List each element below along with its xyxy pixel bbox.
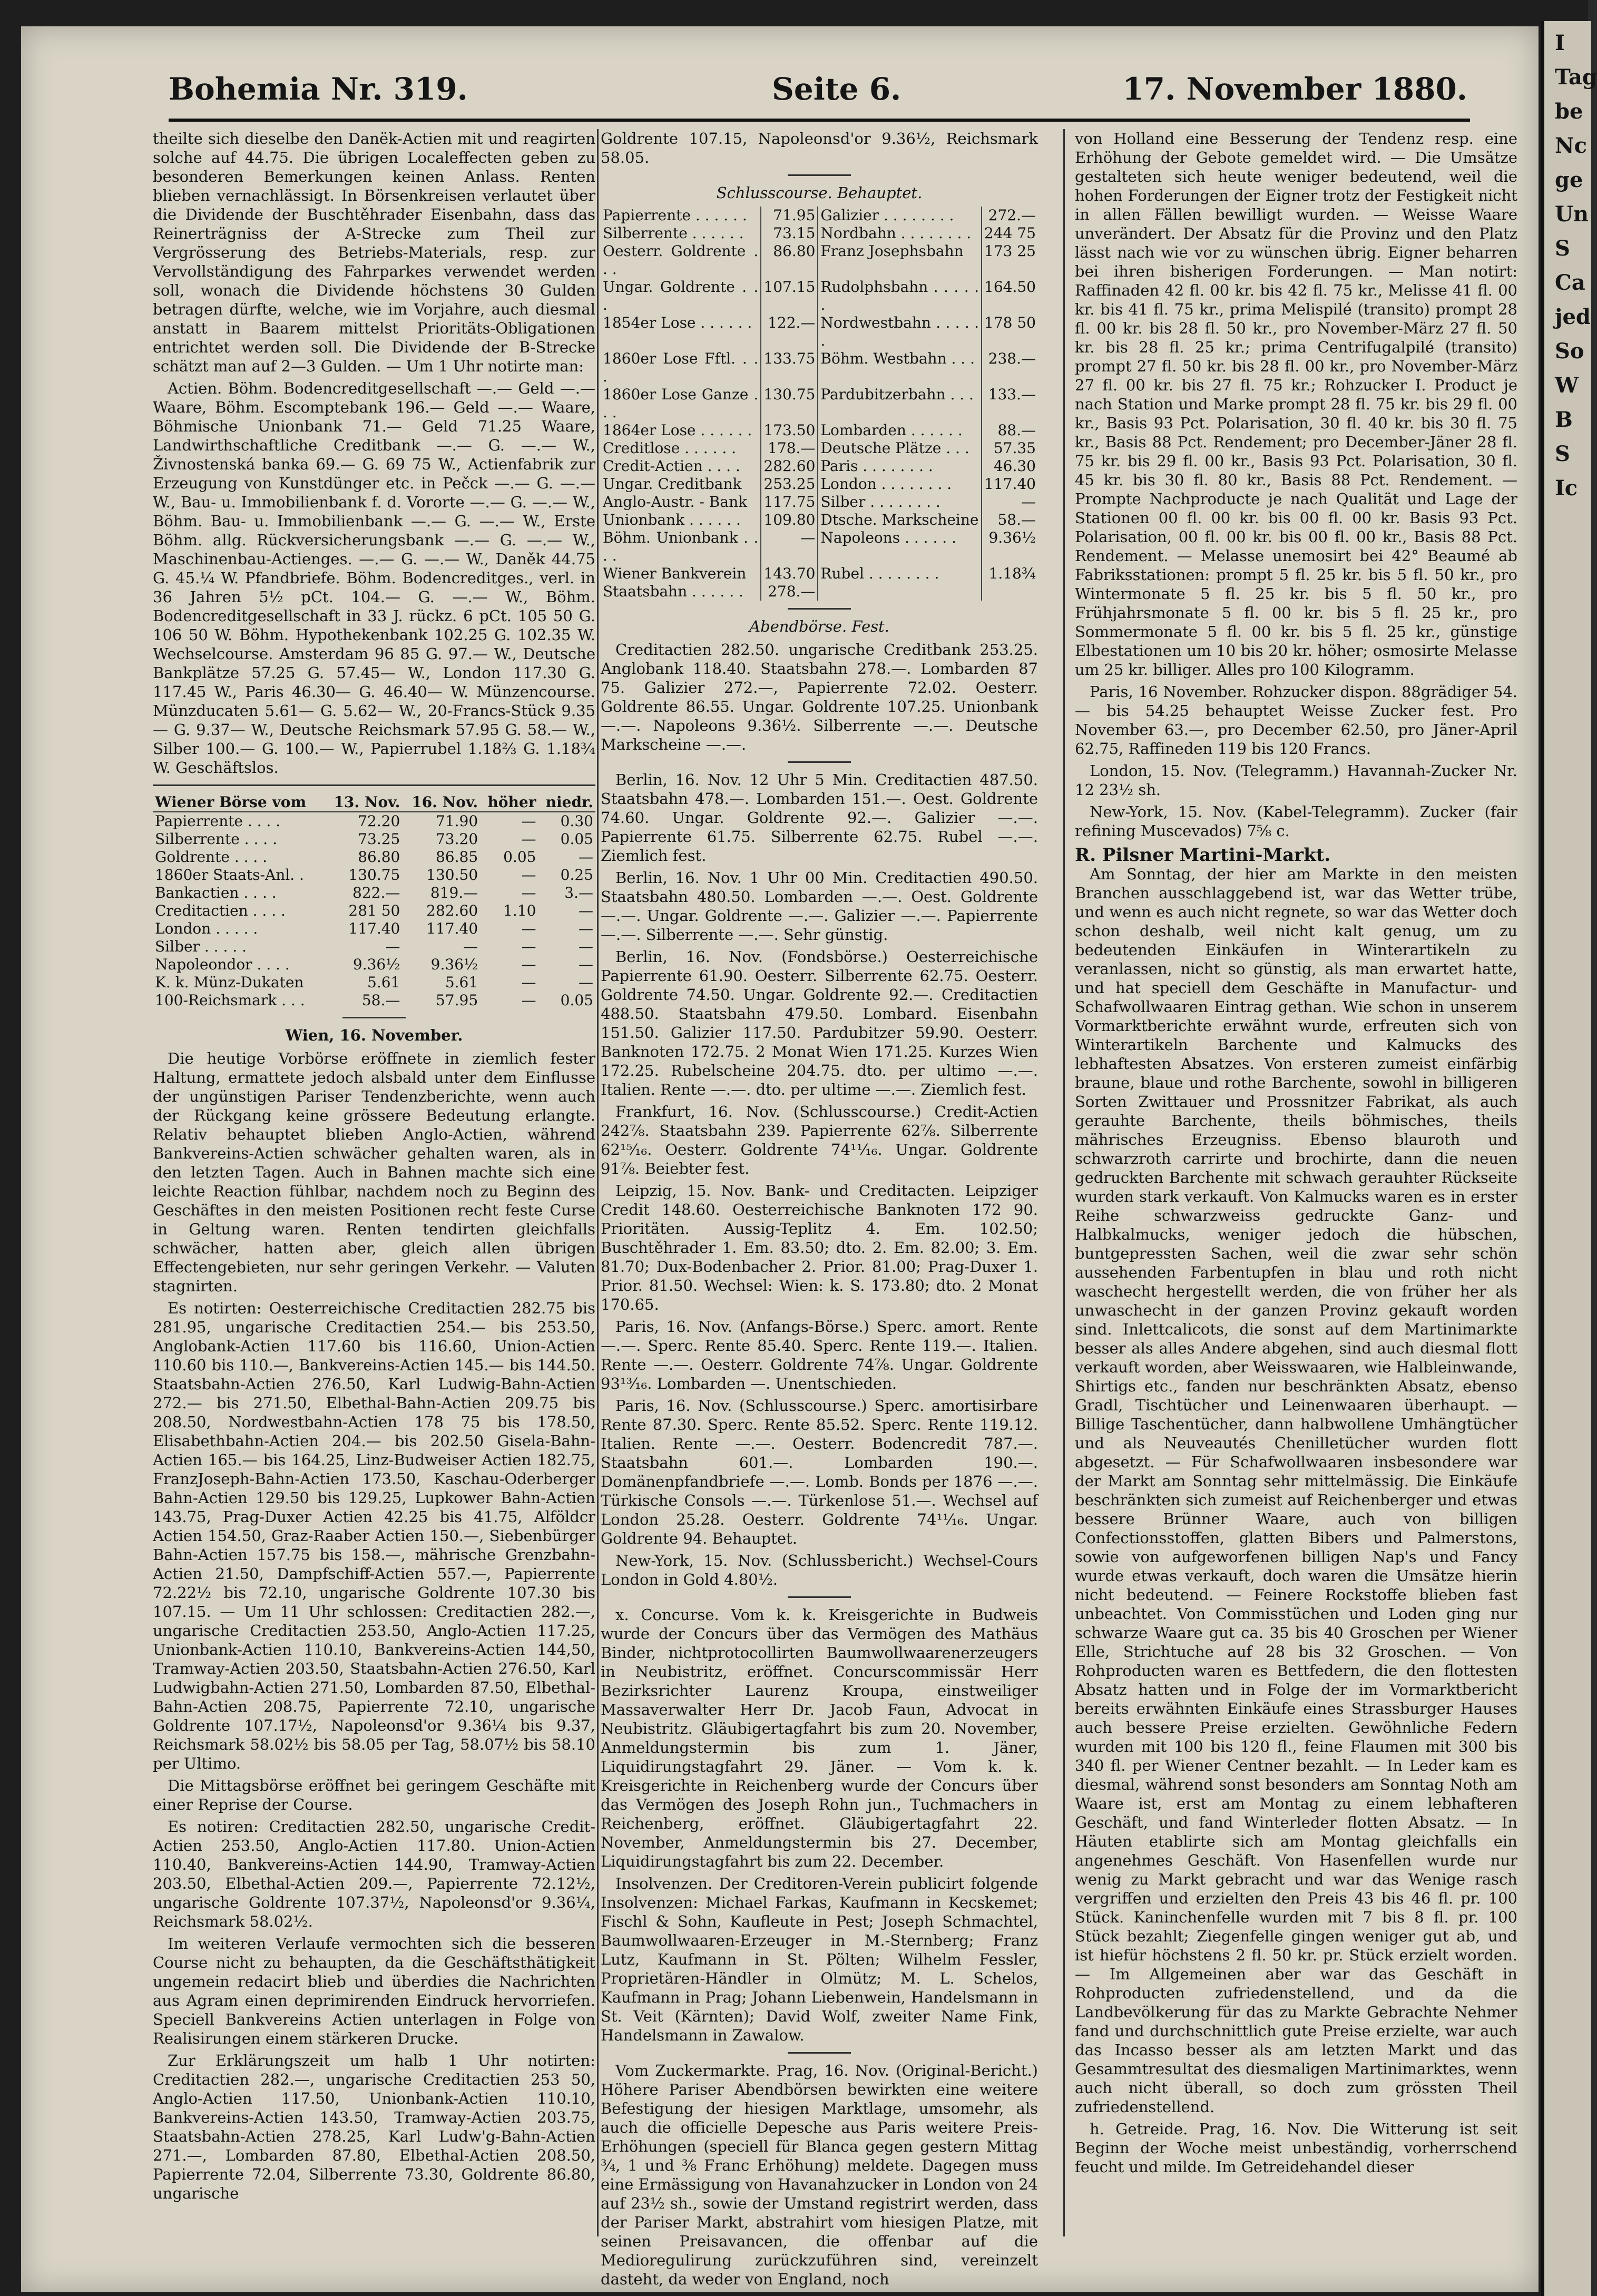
table-cell: K. k. Münz-Dukaten <box>155 974 304 991</box>
table-cell: — <box>579 920 593 937</box>
table-cell: 0.30 <box>560 812 593 830</box>
table-cell: 57.95 <box>435 992 478 1009</box>
table-cell: 272.— <box>988 207 1036 224</box>
insolvenzen-notice: Insolvenzen. Der Creditoren-Verein publicirt folgende Insolvenzen: Michael Farkas, Kaufmann in Kecskemet; Fischl & Sohn, Kaufleute in Pest; Joseph Schmachtel, Baumwollwaaren-Erzeuger in M.-Sternberg; Franz Lutz, Kaufmann in St. Pölten; Wilhelm Fessler, Proprietären-Händler in Olmütz; M. L. Schelos, Kaufmann in Prag; Johann Liebenwein, Handelsmann in St. Veit (Kärnten); David Wolf, zweiter Name Fink, Handelsmann in Zawalow. <box>601 1875 1038 2044</box>
table-cell: 1.18¾ <box>988 565 1036 582</box>
article-paragraph: Es notirten: Oesterreichische Creditactien 282.75 bis 281.95, ungarische Creditactien 254.— bis 253.50, Anglobank-Actien 117.60 bis 116.60, Union-Actien 110.60 bis 110.—, Bankvereins-Actien 145.— bis 144.50. Staatsbahn-Actien 276.50, Karl Ludwig-Bahn-Actien 272.— bis 271.50, Elbethal-Bahn-Actien 209.75 bis 208.50, Nordwestbahn-Actien 178 75 bis 178.50, Elisabethbahn-Actien 204.— bis 202.50 Gisela-Bahn-Actien 165.— bis 164.25, Linz-Budweiser Actien 182.75, FranzJoseph-Bahn-Actien 173.50, Kaschau-Oderberger Bahn-Actien 129.50 bis 129.25, Lupkower Bahn-Actien 143.75, Prag-Duxer Actien 42.25 bis 41.75, Alföldcr Actien 154.50, Graz-Raaber Actien 150.—, Siebenbürger Bahn-Actien 157.75 bis 158.—, mährische Grenzbahn-Actien 21.50, Dampfschiff-Actien 557.—, Papierrente 72.22½ bis 72.10, ungarische Goldrente 107.30 bis 107.15. — Um 11 Uhr schlossen: Creditactien 282.—, ungarische Creditactien 253.50, Anglo-Actien 117.25, Unionbank-Actien 110.10, Bankvereins-Actien 144,50, Tramway-Actien 203.50, Staatsbahn-Actien 276.50, Karl Ludwigbahn-Actien 271.50, Lombarden 87.50, Elbethal-Bahn-Actien 208.75, Papierrente 72.10, ungarische Goldrente 107.17½, Napoleonsd'or 9.36¼ bis 9.37, Reichsmark 58.02½ bis 58.05 per Tag, 58.07½ bis 58.10 per Ultimo. <box>153 1299 595 1772</box>
article-paragraph: Creditactien 282.50. ungarische Creditbank 253.25. Anglobank 118.40. Staatsbahn 278.—. Lombarden 87 75. Galizier 272.—, Papierrente 72.02. Oesterr. Goldrente 86.55. Ungar. Goldrente 107.25. Unionbank —.—. Napoleons 9.36½. Silberrente —.—. Deutsche Markscheine —.—. <box>601 641 1038 753</box>
table-header-cell: 16. Nov. <box>402 793 480 812</box>
market-report-paris-zucker: Paris, 16 November. Rohzucker dispon. 88grädiger 54.— bis 54.25 behauptet Weisse Zucker fest. Pro November 63.—, pro December 62.50, pro Jäner-April 62.75, Raffineden 119 bis 120 Francs. <box>1075 683 1517 758</box>
table-row <box>601 386 1038 421</box>
market-report-newyork: New-York, 15. Nov. (Schlussbericht.) Wechsel-Cours London in Gold 4.80½. <box>601 1552 1038 1588</box>
table-cell: 58.— <box>361 992 400 1009</box>
table-row <box>153 938 595 956</box>
table-cell: Silber . . . . . . . . <box>818 493 982 511</box>
table-cell: Wiener Bankverein <box>601 565 761 583</box>
table-cell: — <box>579 956 593 973</box>
market-report-berlin: Berlin, 16. Nov. 12 Uhr 5 Min. Creditactien 487.50. Staatsbahn 478.—. Lombarden 151.—. Oest. Goldrente 74.60. Ungar. Goldrente 92.—. Galizier —.—. Papierrente 61.75. Silberrente 62.75. Rubel —.—. Ziemlich fest. <box>601 771 1038 865</box>
table-cell: Ungar. Goldrente . . . <box>601 278 761 314</box>
table-cell: Oesterr. Goldrente . . . <box>601 242 761 278</box>
table-cell: 1860er Staats-Anl. . <box>155 866 304 884</box>
table-row <box>153 902 595 920</box>
wiener-boerse-table <box>153 793 595 1009</box>
table-cell: 173 25 <box>984 242 1036 260</box>
issue-date: 17. November 1880. <box>1122 71 1467 107</box>
table-cell: — <box>521 992 536 1009</box>
table-cell: 130.50 <box>426 866 478 884</box>
market-report-leipzig: Leipzig, 15. Nov. Bank- und Creditacten. Leipziger Credit 148.60. Oesterreichische Banknoten 172 90. Prioritäten. Aussig-Teplitz 4. Em. 102.50; Buschtěhrader 1. Em. 83.50; dto. 2. Em. 82.00; 3. Em. 81.70; Dux-Bodenbacher 2. Prior. 81.00; Prag-Duxer 1. Prior. 81.50. Wechsel: Wien: k. S. 173.80; dto. 2 Monat 170.65. <box>601 1182 1038 1313</box>
table-row <box>153 974 595 992</box>
section-rule <box>788 761 851 763</box>
edge-fragment-text: So <box>1555 339 1584 364</box>
table-row <box>601 529 1038 565</box>
table-cell: 46.30 <box>993 457 1036 475</box>
table-cell: — <box>521 830 536 848</box>
edge-fragment-text: Nc <box>1555 133 1587 158</box>
table-row <box>601 565 1038 583</box>
table-cell: 253.25 <box>761 475 818 493</box>
table-cell: — <box>521 974 536 991</box>
table-cell: — <box>521 956 536 973</box>
table-cell: — <box>521 938 536 955</box>
table-cell: Lombarden . . . . . . <box>818 421 982 439</box>
article-paragraph: Die Mittagsbörse eröffnet bei geringem Geschäfte mit einer Reprise der Course. <box>153 1777 595 1813</box>
table-row <box>153 956 595 974</box>
table-row <box>601 475 1038 493</box>
market-report-berlin: Berlin, 16. Nov. 1 Uhr 00 Min. Creditactien 490.50. Staatsbahn 480.50. Lombarden —.—. Oest. Goldrente —.—. Ungar. Goldrente —.—. Galizier —.—. Papierrente —.—. Silberrente —.—. Sehr günstig. <box>601 869 1038 944</box>
table-cell: 143.70 <box>761 565 818 583</box>
table-cell: 133.75 <box>761 350 818 386</box>
section-rule <box>153 784 595 786</box>
article-paragraph: Zur Erklärungszeit um halb 1 Uhr notirten: Creditactien 282.—, ungarische Creditactien 253 50, Anglo-Actien 117.50, Unionbank-Actien 110.10, Bankvereins-Actien 143.50, Tramway-Actien 203.75, Staatsbahn-Actien 278.25, Karl Ludw'g-Bahn-Actien 271.—, Lombarden 87.80, Elbethal-Actien 208.50, Papierrente 72.04, Silberrente 73.30, Goldrente 86.80, ungarische <box>153 2052 595 2202</box>
table-cell: Ungar. Creditbank <box>601 475 761 493</box>
table-cell: Papierrente . . . . <box>155 812 281 830</box>
table-cell: 73.15 <box>761 224 818 242</box>
table-cell: 133.— <box>988 386 1036 403</box>
table-row <box>601 457 1038 475</box>
table-cell: Silberrente . . . . <box>155 830 277 848</box>
market-report-paris: Paris, 16. Nov. (Anfangs-Börse.) Sperc. amort. Rente —.—. Sperc. Rente 85.40. Sperc. Rente 119.—. Italien. Rente —.—. Oesterr. Goldrente 74⅞. Ungar. Goldrente 93¹³⁄₁₆. Lombarden —. Unentschieden. <box>601 1318 1038 1392</box>
article-paragraph: Im weiteren Verlaufe vermochten sich die besseren Course nicht zu behaupten, da die Geschäftsthätigkeit ungemein redacirt blieb und überdies die Nachrichten aus Agram einen deprimirenden Eindruck hervorriefen. Speciell Bankvereins Actien unterlagen in Folge von Realisirungen einem stärkeren Drucke. <box>153 1935 595 2047</box>
table-header-cell: höher <box>480 793 538 812</box>
table-cell: Anglo-Austr. - Bank <box>601 493 761 511</box>
table-cell: 1854er Lose . . . . . . <box>601 314 761 350</box>
table-cell: 130.75 <box>348 866 400 884</box>
table-row <box>601 350 1038 386</box>
market-report-paris: Paris, 16. Nov. (Schlusscourse.) Sperc. amortisirbare Rente 87.30. Sperc. Rente 85.52. Sperc. Rente 119.12. Italien. Rente —.—. Oesterr. Bodencredit 787.—. Staatsbahn 601.—. Lombarden 190.—. Domänenpfandbriefe —.—. Lomb. Bonds per 1876 —.—. Türkische Consols —.—. Türkenlose 51.—. Wechsel auf London 25.28. Oesterr. Goldrente 74¹¹⁄₁₆. Ungar. Goldrente 94. Behauptet. <box>601 1397 1038 1547</box>
table-row <box>601 439 1038 457</box>
table-cell: Deutsche Plätze . . . <box>818 439 982 457</box>
table-cell: 0.05 <box>560 992 593 1009</box>
table-cell: Silberrente . . . . . . <box>601 224 761 242</box>
column-1 <box>153 129 595 2247</box>
section-rule <box>342 1017 406 1018</box>
table-row <box>153 884 595 902</box>
abendboerse-heading: Abendbörse. Fest. <box>749 617 889 635</box>
table-cell: 9.36½ <box>988 529 1036 546</box>
table-cell: 819.— <box>430 884 478 901</box>
table-cell: — <box>385 938 400 955</box>
edge-fragment-text: Un <box>1555 202 1589 227</box>
table-cell: 244 75 <box>984 224 1036 242</box>
table-cell: 73.25 <box>358 830 400 848</box>
table-cell: 107.15 <box>761 278 818 314</box>
table-cell: 86.85 <box>435 848 478 866</box>
table-row <box>153 830 595 848</box>
table-cell: 3.— <box>564 884 593 901</box>
table-row <box>601 421 1038 439</box>
table-header-cell: 13. Nov. <box>325 793 403 812</box>
table-cell: — <box>463 938 478 955</box>
table-header-cell: Wiener Börse vom <box>153 793 325 812</box>
section-rule <box>788 174 851 176</box>
table-cell: 0.05 <box>560 830 593 848</box>
table-cell: 57.35 <box>993 439 1036 457</box>
article-paragraph: Goldrente 107.15, Napoleonsd'or 9.36½, Reichsmark 58.05. <box>601 130 1038 166</box>
column-2 <box>601 129 1038 2288</box>
table-cell: 122.— <box>761 314 818 350</box>
table-cell: — <box>761 529 818 565</box>
table-cell: Pardubitzerbahn . . . <box>818 386 982 421</box>
table-cell: Napoleons . . . . . . <box>818 529 982 565</box>
table-cell: — <box>521 920 536 937</box>
edge-fragment-text: W <box>1555 373 1579 398</box>
table-cell: 86.80 <box>761 242 818 278</box>
table-cell: 0.05 <box>503 848 536 866</box>
section-rule <box>788 608 851 610</box>
page-header <box>169 71 1467 108</box>
article-paragraph: Actien. Böhm. Bodencreditgesellschaft —.— Geld —.— Waare, Böhm. Escomptebank 196.— Geld —.— Waare, Böhmische Unionbank 71.— Geld 71.25 Waare, Landwirthschaftliche Creditbank —.— G. —.— W., Živnostenská banka 69.— G. 69 75 W., Actienfabrik zur Erzeugung von Kunstdünger etc. in Pečck —.— G. —.— W., Bau- u. Immobilienbank f. d. Vororte —.— G. —.— W., Böhm. Bau- u. Immobilienbank —.— G. —.— W., Erste Böhm. allg. Rückversicherungsbank —.— G. —.— W., Maschinenbau-Actienges. —.— G. —.— W., Daněk 44.75 G. 45.¼ W. Pfandbriefe. Böhm. Bodencreditges., verl. in 36 Jahren 5½ pCt. 104.— G. —.— W., Böhm. Bodencreditgesellschaft in 33 J. rückz. 6 pCt. 105 50 G. 106 50 W. Böhm. Hypothekenbank 102.25 G. 102.35 W. Wechselcourse. Amsterdam 96 85 G. 97.— W., Deutsche Bankplätze 57.25 G. 57.45— W., London 117.30 G. 117.45 W., Paris 46.30— G. 46.40— W. Münzencourse. Münzducaten 5.61— G. 5.62— W., 20-Francs-Stück 9.35— G. 9.37— W., Deutsche Reichsmark 57.95 G. 58.— W., Silber 100.— G. 100.— W., Papierrubel 1.18⅔ G. 1.18¾ W. Geschäftslos. <box>153 379 595 777</box>
table-cell: Creditlose . . . . . . <box>601 439 761 457</box>
article-paragraph: Es notiren: Creditactien 282.50, ungarische Credit-Actien 253.50, Anglo-Actien 117.80. Union-Actien 110.40, Bankvereins-Actien 144.90, Tramway-Actien 203.50, Elbethal-Actien 209.—, Papierrente 72.12½, ungarische Goldrente 107.37½, Napoleonsd'or 9.36¼, Reichsmark 58.02½. <box>153 1818 595 1930</box>
market-report-berlin: Berlin, 16. Nov. (Fondsbörse.) Oesterreichische Papierrente 61.90. Oesterr. Silberrente 62.75. Oesterr. Goldrente 74.50. Ungar. Goldrente 92.—. Creditactien 488.50. Staatsbahn 479.50. Lombard. Eisenbahn 151.50. Galizier 117.50. Pardubitzer 59.90. Oesterr. Banknoten 172.75. 2 Monat Wien 171.25. Kurzes Wien 172.25. Rubelscheine 204.75. dto. per ultimo —.—. Italien. Rente —.—. dto. per ultime —.—. Ziemlich fest. <box>601 948 1038 1098</box>
article-paragraph: Die heutige Vorbörse eröffnete in ziemlich fester Haltung, ermattete jedoch alsbald unter dem Einflusse der ungünstigen Pariser Tendenzberichte, wenn auch der Rückgang keine grössere Bedeutung erlangte. Relativ behauptet blieben Anglo-Actien, während Bankvereins-Actien schwächer gehalten waren, als in den letzten Tagen. Auch in Bahnen machte sich eine leichte Reaction fühlbar, nachdem noch zu Beginn des Geschäftes in den meisten Positionen recht feste Curse in Geltung waren. Renten tendirten gleichfalls schwächer, hatten aber, gleich allen übrigen Effectengebieten, nur sehr geringen Verkehr. — Valuten stagnirten. <box>153 1049 595 1295</box>
edge-fragment-text: be <box>1555 99 1583 124</box>
table-cell: — <box>579 848 593 866</box>
table-cell: 238.— <box>988 350 1036 367</box>
market-report-newyork-zucker: New-York, 15. Nov. (Kabel-Telegramm). Zucker (fair refining Muscevados) 7⅝ c. <box>1075 803 1517 840</box>
table-cell: Napoleondor . . . . <box>155 956 290 973</box>
table-cell: — <box>1021 493 1036 511</box>
table-cell: 117.40 <box>426 920 478 937</box>
edge-fragment-text: ge <box>1555 168 1583 192</box>
edge-fragment-text: jed <box>1555 305 1591 329</box>
table-cell: 1860er Lose Ganze . . . <box>601 386 761 421</box>
table-row <box>601 278 1038 314</box>
table-row <box>601 493 1038 511</box>
table-cell: 1864er Lose . . . . . . <box>601 421 761 439</box>
table-row <box>601 583 1038 601</box>
table-cell: — <box>521 884 536 901</box>
table-cell: Paris . . . . . . . . <box>818 457 982 475</box>
table-cell: 282.60 <box>426 902 478 919</box>
table-header-cell: niedr. <box>538 793 595 812</box>
getreide-report: h. Getreide. Prag, 16. Nov. Die Witterung ist seit Beginn der Woche meist unbeständig, vorherrschend feucht und milde. Im Getreidehandel dieser <box>1075 2120 1517 2176</box>
article-paragraph: Am Sonntag, der hier am Markte in den meisten Branchen ausschlaggebend ist, war das Wetter trübe, und wenn es auch nicht regnete, so war das Wetter doch schon deshalb, weil nicht kalt genug, um zu bedeutenden Einkäufen in Winterartikeln zu veranlassen, nicht so günstig, als man erwartet hatte, und hat speciell dem Geschäfte in Manufactur- und Schafwollwaaren Eintrag gethan. Wie schon in unserem Vormarktberichte erwähnt wurde, erfreuten sich von Winterartikeln Barchente und Kalmucks des lebhaftesten Absatzes. Von ersteren zumeist einfärbig braune, blaue und rothe Barchente, sowohl in billigeren Sorten Zwittauer und Prossnitzer Fabrikat, als auch gerauhte Barchente, theils böhmisches, theils mährisches Erzeugniss. Ebenso blauroth und schwarzroth carrirte und brochirte, dann die neuen gedruckten Barchente mit schwach gerauhter Rückseite wurden stark verkauft. Von Kalmucks waren es in erster Reihe schwarzweiss gedruckte Ganz- und Halbkalmucks, weniger jedoch die hübschen, buntgepressten Sachen, weil die zwar sehr schön aussehenden Farbentupfen in blau und roth nicht waschecht hergestellt werden, die von früher her als unwaschecht in der ganzen Provinz gekauft worden sind. Inlettcalicots, die sonst auf dem Martinimarkte besser als alles Andere abgehen, sind auch diesmal flott verkauft worden, aber Weisswaaren, wie Halbleinwande, Shirtigs etc., fanden nur beschränkten Absatz, ebenso Gradl, Tischtücher und Leinenwaaren überhaupt. — Billige Taschentücher, dann halbwollene Umhängtücher und als Neuveautés Chenilletücher wurden flott abgesetzt. — Für Schafwollwaaren insbesondere war der Markt am Sonntag sehr mittelmässig. Die Einkäufe beschränkten sich zumeist auf Reichenberger und etwas bessere Brünner Waare, auch von billigen Confectionsstoffen, glatten Bibers und Palmerstons, sowie von aufgeworfenen billigen Nap's und Fancy wurde etwas verkauft, doch waren die Umsätze hierin nicht bedeutend. — Feinere Rockstoffe blieben fast unbeachtet. Von Commisstüchen und Loden ging nur schwarze Waare gut ca. 35 bis 40 Groschen per Wiener Elle, Strichtuche auf 28 bis 32 Groschen. — Von Rohproducten waren es Bettfedern, die den flottesten Absatz hatten und in Folge der im Vormarktbericht bereits erwähnten Einkäufe eines Strassburger Hauses auch bessere Preise erzielten. Gewöhnliche Federn wurden mit 100 bis 120 fl., feine Flaumen mit 300 bis 340 fl. per Wiener Centner bezahlt. — In Leder kam es diesmal, während sonst besonders am Sonntag Noth am Waare ist, erst am Montag zu einem lebhafteren Geschäft, und fand Winterleder flotten Absatz. — In Häuten etablirte sich am Montag gleichfalls ein angenehmes Geschäft. Von Hasenfellen wurde nur wenig zu Markt gebracht und war das Wenige rasch vergriffen und erzielten den Preis 43 bis 46 fl. pr. 100 Stück. Kaninchenfelle wurden mit 7 bis 8 fl. pr. 100 Stück bezahlt; Ziegenfelle gingen weniger gut ab, und ist hiefür höchstens 2 fl. 50 kr. pr. Stück erzielt worden. — Im Allgemeinen aber war das Geschäft in Rohproducten zufriedenstellend, und da die Landbevölkerung für das zu Markte Gebrachte Nehmer fand und durchschnittlich gute Preise erzielte, war auch das Incasso besser als am letzten Markt und das Gesammtresultat des diesmaligen Martinimarktes, wenn auch nicht überall, so doch zum grössten Theil zufriedenstellend. <box>1075 865 1517 2116</box>
table-cell: Dtsche. Markscheine <box>818 511 982 529</box>
table-cell: 72.20 <box>358 812 400 830</box>
table-cell: 282.60 <box>761 457 818 475</box>
table-cell: — <box>521 866 536 884</box>
table-cell: 822.— <box>352 884 400 901</box>
edge-fragment-text: Tag <box>1555 65 1597 90</box>
table-cell: 9.36½ <box>430 956 478 973</box>
edge-fragment-text: S <box>1555 441 1570 466</box>
table-row <box>153 992 595 1009</box>
table-cell: Credit-Actien . . . . <box>601 457 761 475</box>
table-cell: 109.80 <box>761 511 818 529</box>
table-row <box>153 866 595 884</box>
column-divider <box>1063 129 1065 2236</box>
table-cell: — <box>579 974 593 991</box>
column-3 <box>1075 129 1517 2247</box>
market-report-frankfurt: Frankfurt, 16. Nov. (Schlusscourse.) Credit-Actien 242⅞. Staatsbahn 239. Papierrente 62⅞. Silberrente 62¹⁵⁄₁₆. Oesterr. Goldrente 74¹¹⁄₁₆. Ungar. Goldrente 91⅞. Beiebter fest. <box>601 1103 1038 1178</box>
table-cell: Böhm. Unionbank . . . . <box>601 529 761 565</box>
wien-heading: Wien, 16. November. <box>285 1026 463 1044</box>
zuckermarkt-report: Vom Zuckermarkte. Prag, 16. Nov. (Original-Bericht.) Höhere Pariser Abendbörsen bewirkten eine weitere Befestigung der hiesigen Marktlage, umsomehr, als auch die officielle Depesche aus Paris weitere Preis-Erhöhungen (speciell für Blanca gegen gestern Mittag ¾, 1 und ⅜ Franc Erhöhung) meldete. Dagegen muss eine Ermässigung von Havanahzucker in London von 24 auf 23½ sh., sowie der Umstand registrirt werden, dass der Pariser Markt, abstrahirt vom hiesigen Platze, mit seinen Preisavancen, die offenbar auf die Medioregulirung zurückzuführen sind, vereinzelt dasteht, da weder von England, noch <box>601 2062 1038 2288</box>
column-divider <box>597 129 599 2236</box>
table-cell: 278.— <box>761 583 818 601</box>
table-cell: 9.36½ <box>352 956 400 973</box>
table-cell: Franz Josephsbahn <box>818 242 982 278</box>
table-cell: London . . . . . <box>155 920 258 937</box>
table-cell: Böhm. Westbahn . . . <box>818 350 982 386</box>
table-row <box>601 207 1038 224</box>
edge-fragment-text: I <box>1555 31 1565 55</box>
table-cell: 117.40 <box>348 920 400 937</box>
schlusscourse-heading: Schlusscourse. Behauptet. <box>716 184 923 202</box>
table-cell: 0.25 <box>560 866 593 884</box>
table-cell <box>818 583 982 601</box>
table-row <box>153 920 595 938</box>
table-cell: 88.— <box>997 421 1036 439</box>
table-row <box>601 224 1038 242</box>
masthead-issue: Bohemia Nr. 319. <box>169 71 468 107</box>
table-cell: 173.50 <box>761 421 818 439</box>
table-cell: 117.75 <box>761 493 818 511</box>
table-cell: 100-Reichsmark . . . <box>155 992 305 1009</box>
table-cell: Goldrente . . . . <box>155 848 268 866</box>
table-row <box>601 511 1038 529</box>
table-cell: 71.95 <box>761 207 818 224</box>
table-cell: 178 50 <box>984 314 1036 331</box>
table-cell: 281 50 <box>348 902 400 919</box>
table-row <box>601 242 1038 278</box>
section-rule <box>788 2052 851 2054</box>
table-cell: Staatsbahn . . . . . . <box>601 583 761 601</box>
table-cell: 164.50 <box>984 278 1036 296</box>
schlusscourse-table <box>601 207 1038 601</box>
table-cell: Unionbank . . . . . . <box>601 511 761 529</box>
table-cell: Silber . . . . . <box>155 938 247 955</box>
table-cell: Nordbahn . . . . . . . . <box>818 224 982 242</box>
table-cell: — <box>579 902 593 919</box>
section-rule <box>788 1596 851 1598</box>
table-cell: 5.61 <box>367 974 400 991</box>
table-cell: 58.— <box>997 511 1036 528</box>
table-cell: Creditactien . . . . <box>155 902 286 919</box>
pilsner-markt-heading: R. Pilsner Martini-Markt. <box>1075 845 1331 866</box>
table-cell: 73.20 <box>435 830 478 848</box>
edge-fragment-text: Ca <box>1555 270 1585 295</box>
article-paragraph: theilte sich dieselbe den Danëk-Actien mit und reagirten solche auf 44.75. Die übrigen Localeffecten geben zu besonderen Bemerkungen keinen Anlass. Renten blieben vernachlässigt. In Börsenkreisen verlautet über die Dividende der Buschtěhrader Eisenbahn, dass das Reinerträgniss der A-Strecke zum Theil zur Vergrösserung des Betriebs-Materials, resp. zur Vervollständigung des Fahrparkes verwendet werden soll, wonach die Dividende höchstens 30 Gulden betragen dürfte, welche, wie im Vorjahre, auch diesmal anstatt in Baarem mittelst Prioritäts-Obligationen entrichtet werden soll. Die Dividende der B-Strecke schätzt man auf 2—3 Gulden. — Um 1 Uhr notirte man: <box>153 130 595 375</box>
table-cell: Bankactien . . . . <box>155 884 277 901</box>
table-cell: — <box>579 938 593 955</box>
table-cell: 86.80 <box>358 848 400 866</box>
table-cell: Nordwestbahn . . . . . . <box>818 314 982 350</box>
table-cell: 5.61 <box>445 974 478 991</box>
table-cell: 117.40 <box>984 475 1036 493</box>
adjacent-page-edge <box>1541 21 1597 2296</box>
table-row <box>601 314 1038 350</box>
edge-fragment-text: Ic <box>1555 476 1578 501</box>
table-row <box>153 812 595 830</box>
table-cell <box>982 583 1038 601</box>
table-cell: Galizier . . . . . . . . <box>818 207 982 224</box>
table-cell: 130.75 <box>761 386 818 421</box>
edge-fragment-text: B <box>1555 407 1573 432</box>
table-cell: London . . . . . . . . <box>818 475 982 493</box>
table-cell: — <box>521 812 536 830</box>
page-number: Seite 6. <box>772 71 902 107</box>
header-rule <box>169 119 1470 122</box>
table-cell: 1860er Lose Fftl. . . . <box>601 350 761 386</box>
table-row <box>153 848 595 866</box>
table-cell: 178.— <box>761 439 818 457</box>
article-paragraph: von Holland eine Besserung der Tendenz resp. eine Erhöhung der Gebote gemeldet wird. — Die Umsätze gestalteten sich heute weniger bedeutend, weil die hohen Forderungen der Eigner trotz der Festigkeit nicht in allen Fällen bewilligt wurden. — Weisse Waare unverändert. Der Absatz für die Provinz und den Platz lässt nach wie vor zu wünschen übrig. Eigner beharren bei ihren bisherigen Forderungen. — Man notirt: Raffinaden 42 fl. 00 kr. bis 42 fl. 75 kr., Melisse 41 fl. 00 kr. bis 41 fl. 75 kr., prima Melispilé (transito) prompt 28 fl. 00 kr. bis 28 fl. 50 kr., pro November-März 27 fl. 50 kr. bis 28 fl. 25 kr.; prima Centrifugalpilé (transito) prompt 27 fl. 50 kr. bis 28 fl. 00 kr., pro November-März 27 fl. 00 kr. bis 27 fl. 75 kr.; Rohzucker I. Product je nach Station und Marke prompt 28 fl. 75 kr. bis 29 fl. 00 kr., Basis 93 Pct. Polarisation, 30 fl. 40 kr. bis 30 fl. 75 kr., Basis 88 Pct. Rendement; pro December-Jäner 28 fl. 75 kr. bis 29 fl. 00 kr., Basis 93 Pct. Polarisation, 30 fl. 45 kr. bis 30 fl. 80 kr., Basis 88 Pct. Rendement. — Prompte Nachproducte je nach Qualität und Lage der Stationen 00 fl. 00 kr. bis 00 fl. 00 kr. Basis 93 Pct. Polarisation, 00 fl. 00 kr. bis 00 fl. 00 kr., Basis 88 Pct. Rendement. — Melasse unemosirt bei 42° Beaumé ab Fabriksstationen: prompt 5 fl. 25 kr. bis 5 fl. 50 kr., pro Wintermonate 5 fl. 25 kr. bis 5 fl. 50 kr., pro Frühjahrsmonate 5 fl. 00 kr. bis 5 fl. 25 kr., pro Sommermonate 5 fl. 00 kr. bis 5 fl. 25 kr., günstige Elbestationen um 10 bis 20 kr. höher; osmosirte Melasse um 25 kr. billiger. Alles pro 100 Kilogramm. <box>1075 130 1517 679</box>
table-cell: Papierrente . . . . . . <box>601 207 761 224</box>
edge-fragment-text: S <box>1555 236 1570 261</box>
table-cell: 71.90 <box>435 812 478 830</box>
table-cell: 1.10 <box>503 902 536 919</box>
table-cell: Rudolphsbahn . . . . . . <box>818 278 982 314</box>
market-report-london-zucker: London, 15. Nov. (Telegramm.) Havannah-Zucker Nr. 12 23½ sh. <box>1075 762 1517 799</box>
concurse-notice: x. Concurse. Vom k. k. Kreisgerichte in Budweis wurde der Concurs über das Vermögen des Mathäus Binder, nichtprotocollirten Baumwollwaarenerzeugers in Neubistritz, eröffnet. Concurscommissär Herr Bezirksrichter Laurenz Kroupa, einstweiliger Massaverwalter Herr Dr. Jacob Faun, Advocat in Neubistritz. Gläubigertagfahrt bis zum 20. November, Anmeldungstermin bis zum 1. Jäner, Liquidirungstagfahrt 29. Jäner. — Vom k. k. Kreisgerichte in Reichenberg wurde der Concurs über das Vermögen des Joseph Rohn jun., Tuchmachers in Reichenberg, eröffnet. Gläubigertagfahrt 22. November, Anmeldungstermin bis 27. December, Liquidirungstagfahrt bis zum 22. December. <box>601 1606 1038 1870</box>
table-cell: Rubel . . . . . . . . <box>818 565 982 583</box>
